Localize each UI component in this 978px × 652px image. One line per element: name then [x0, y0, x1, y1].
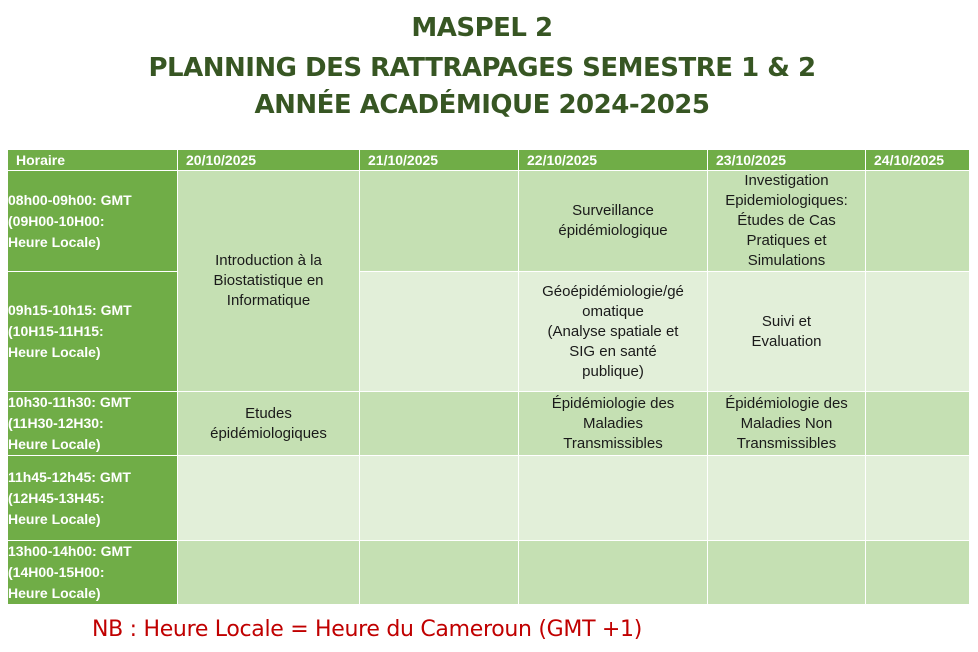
- footer-note: NB : Heure Locale = Heure du Cameroun (GMT +1): [92, 617, 643, 642]
- column-header-date: 23/10/2025: [708, 150, 866, 171]
- table-row: [8, 171, 970, 272]
- course-cell: Suivi et Evaluation: [708, 272, 866, 392]
- course-cell: Etudes épidémiologiques: [178, 392, 360, 456]
- column-header-date: 21/10/2025: [360, 150, 519, 171]
- table-row: [8, 541, 970, 605]
- schedule-table: [7, 149, 970, 605]
- course-cell: Introduction à la Biostatistique en Informatique: [178, 171, 360, 392]
- empty-cell: [360, 392, 519, 456]
- empty-cell: [360, 272, 519, 392]
- empty-cell: [519, 541, 708, 605]
- empty-cell: [360, 171, 519, 272]
- time-slot-cell: 13h00-14h00: GMT (14H00-15H00: Heure Locale): [8, 541, 178, 605]
- table-row: [8, 392, 970, 456]
- time-slot-cell: 10h30-11h30: GMT (11H30-12H30: Heure Locale): [8, 392, 178, 456]
- title-program: MASPEL 2: [411, 13, 553, 43]
- empty-cell: [866, 541, 970, 605]
- table-row: [8, 272, 970, 392]
- empty-cell: [866, 171, 970, 272]
- empty-cell: [519, 456, 708, 541]
- column-header-date: 24/10/2025: [866, 150, 970, 171]
- table-row: [8, 456, 970, 541]
- empty-cell: [708, 541, 866, 605]
- empty-cell: [708, 456, 866, 541]
- empty-cell: [178, 541, 360, 605]
- title-planning: PLANNING DES RATTRAPAGES SEMESTRE 1 & 2: [148, 53, 816, 83]
- empty-cell: [360, 456, 519, 541]
- column-header-date: 22/10/2025: [519, 150, 708, 171]
- title-academic-year: ANNÉE ACADÉMIQUE 2024-2025: [254, 90, 710, 120]
- empty-cell: [178, 456, 360, 541]
- time-slot-cell: 11h45-12h45: GMT (12H45-13H45: Heure Locale): [8, 456, 178, 541]
- empty-cell: [360, 541, 519, 605]
- empty-cell: [866, 456, 970, 541]
- empty-cell: [866, 272, 970, 392]
- time-slot-cell: 09h15-10h15: GMT (10H15-11H15: Heure Locale): [8, 272, 178, 392]
- course-cell: Surveillance épidémiologique: [519, 171, 708, 272]
- course-cell: Investigation Epidemiologiques: Études de Cas Pratiques et Simulations: [708, 171, 866, 272]
- course-cell: Géoépidémiologie/gé omatique (Analyse spatiale et SIG en santé publique): [519, 272, 708, 392]
- table-header-row: [8, 150, 970, 171]
- empty-cell: [866, 392, 970, 456]
- column-header-horaire: Horaire: [8, 150, 178, 171]
- column-header-date: 20/10/2025: [178, 150, 360, 171]
- course-cell: Épidémiologie des Maladies Non Transmissibles: [708, 392, 866, 456]
- time-slot-cell: 08h00-09h00: GMT (09H00-10H00: Heure Locale): [8, 171, 178, 272]
- course-cell: Épidémiologie des Maladies Transmissibles: [519, 392, 708, 456]
